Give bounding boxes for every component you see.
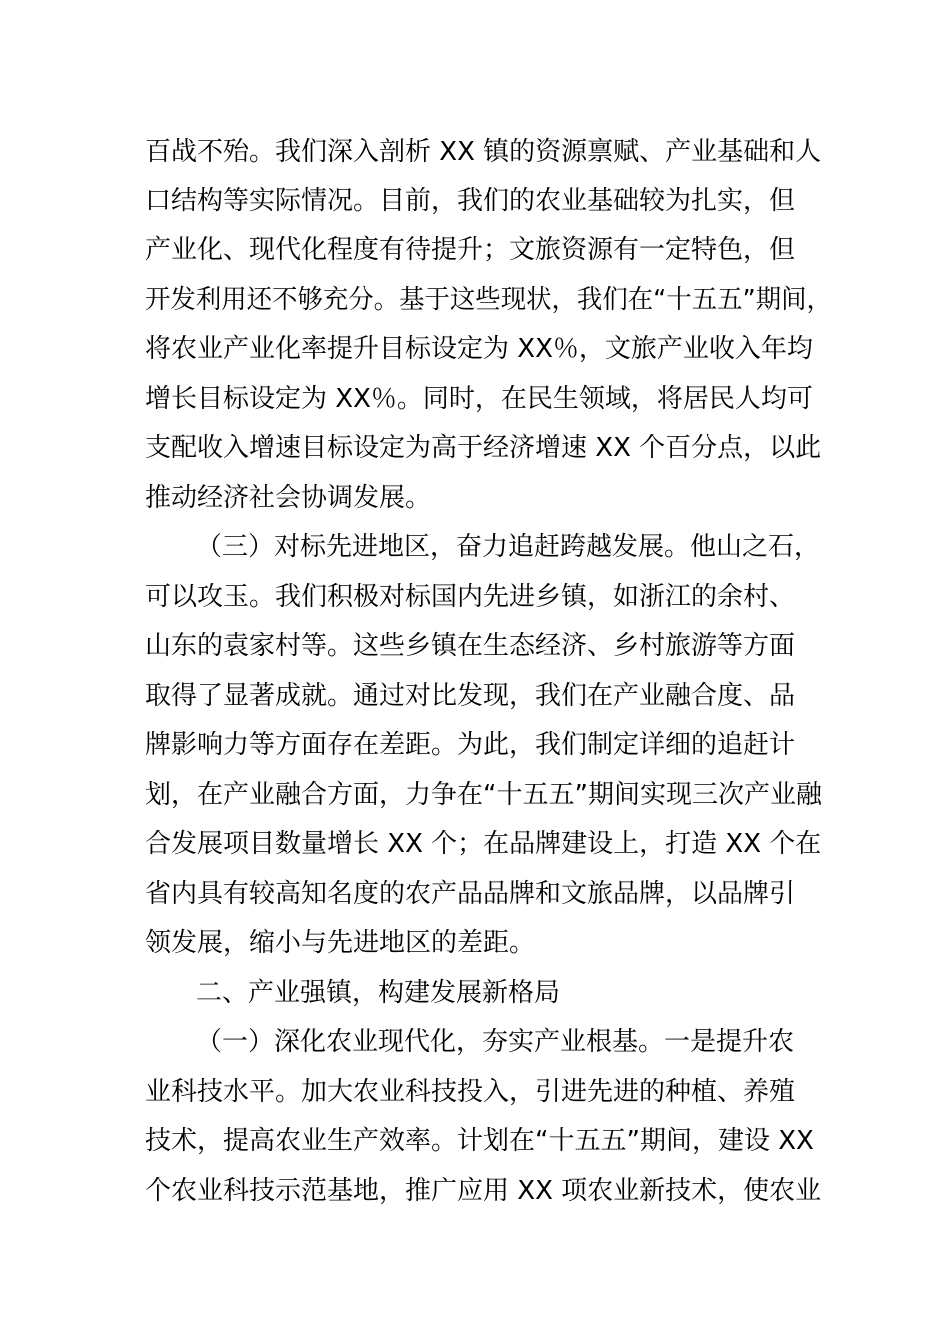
text-line: 山东的袁家村等。这些乡镇在生态经济、乡村旅游等方面 xyxy=(145,631,796,661)
text-line: 技术，提高农业生产效率。计划在“十五五”期间，建设 XX xyxy=(145,1126,814,1156)
text-line: 可以攻玉。我们积极对标国内先进乡镇，如浙江的余村、 xyxy=(145,582,796,612)
text-line: 划，在产业融合方面，力争在“十五五”期间实现三次产业融 xyxy=(145,780,822,810)
text-line: 领发展，缩小与先进地区的差距。 xyxy=(145,928,536,958)
text-line: 个农业科技示范基地，推广应用 XX 项农业新技术，使农业 xyxy=(145,1176,822,1206)
text-line: 业科技水平。加大农业科技投入，引进先进的种植、养殖 xyxy=(145,1077,796,1107)
text-line: 产业化、现代化程度有待提升；文旅资源有一定特色，但 xyxy=(145,235,796,265)
text-line: 推动经济社会协调发展。 xyxy=(145,483,432,513)
text-line: 省内具有较高知名度的农产品品牌和文旅品牌，以品牌引 xyxy=(145,879,796,909)
text-line: 合发展项目数量增长 XX 个；在品牌建设上，打造 XX 个在 xyxy=(145,829,822,859)
chapter-heading: 二、产业强镇，构建发展新格局 xyxy=(196,978,561,1008)
text-line: 牌影响力等方面存在差距。为此，我们制定详细的追赶计 xyxy=(145,730,796,760)
text-line: 百战不殆。我们深入剖析 XX 镇的资源禀赋、产业基础和人 xyxy=(145,137,822,167)
text-line: 增长目标设定为 XX％。同时，在民生领域，将居民人均可 xyxy=(145,384,813,414)
text-line: 将农业产业化率提升目标设定为 XX％，文旅产业收入年均 xyxy=(145,334,813,364)
section-heading: （一）深化农业现代化，夯实产业根基。一是提升农 xyxy=(196,1027,795,1057)
text-line: 支配收入增速目标设定为高于经济增速 XX 个百分点，以此 xyxy=(145,433,822,463)
text-line: 口结构等实际情况。目前，我们的农业基础较为扎实，但 xyxy=(145,186,796,216)
text-line: 取得了显著成就。通过对比发现，我们在产业融合度、品 xyxy=(145,681,796,711)
section-heading: （三）对标先进地区，奋力追赶跨越发展。他山之石， xyxy=(196,532,821,562)
text-line: 开发利用还不够充分。基于这些现状，我们在“十五五”期间， xyxy=(145,285,832,315)
